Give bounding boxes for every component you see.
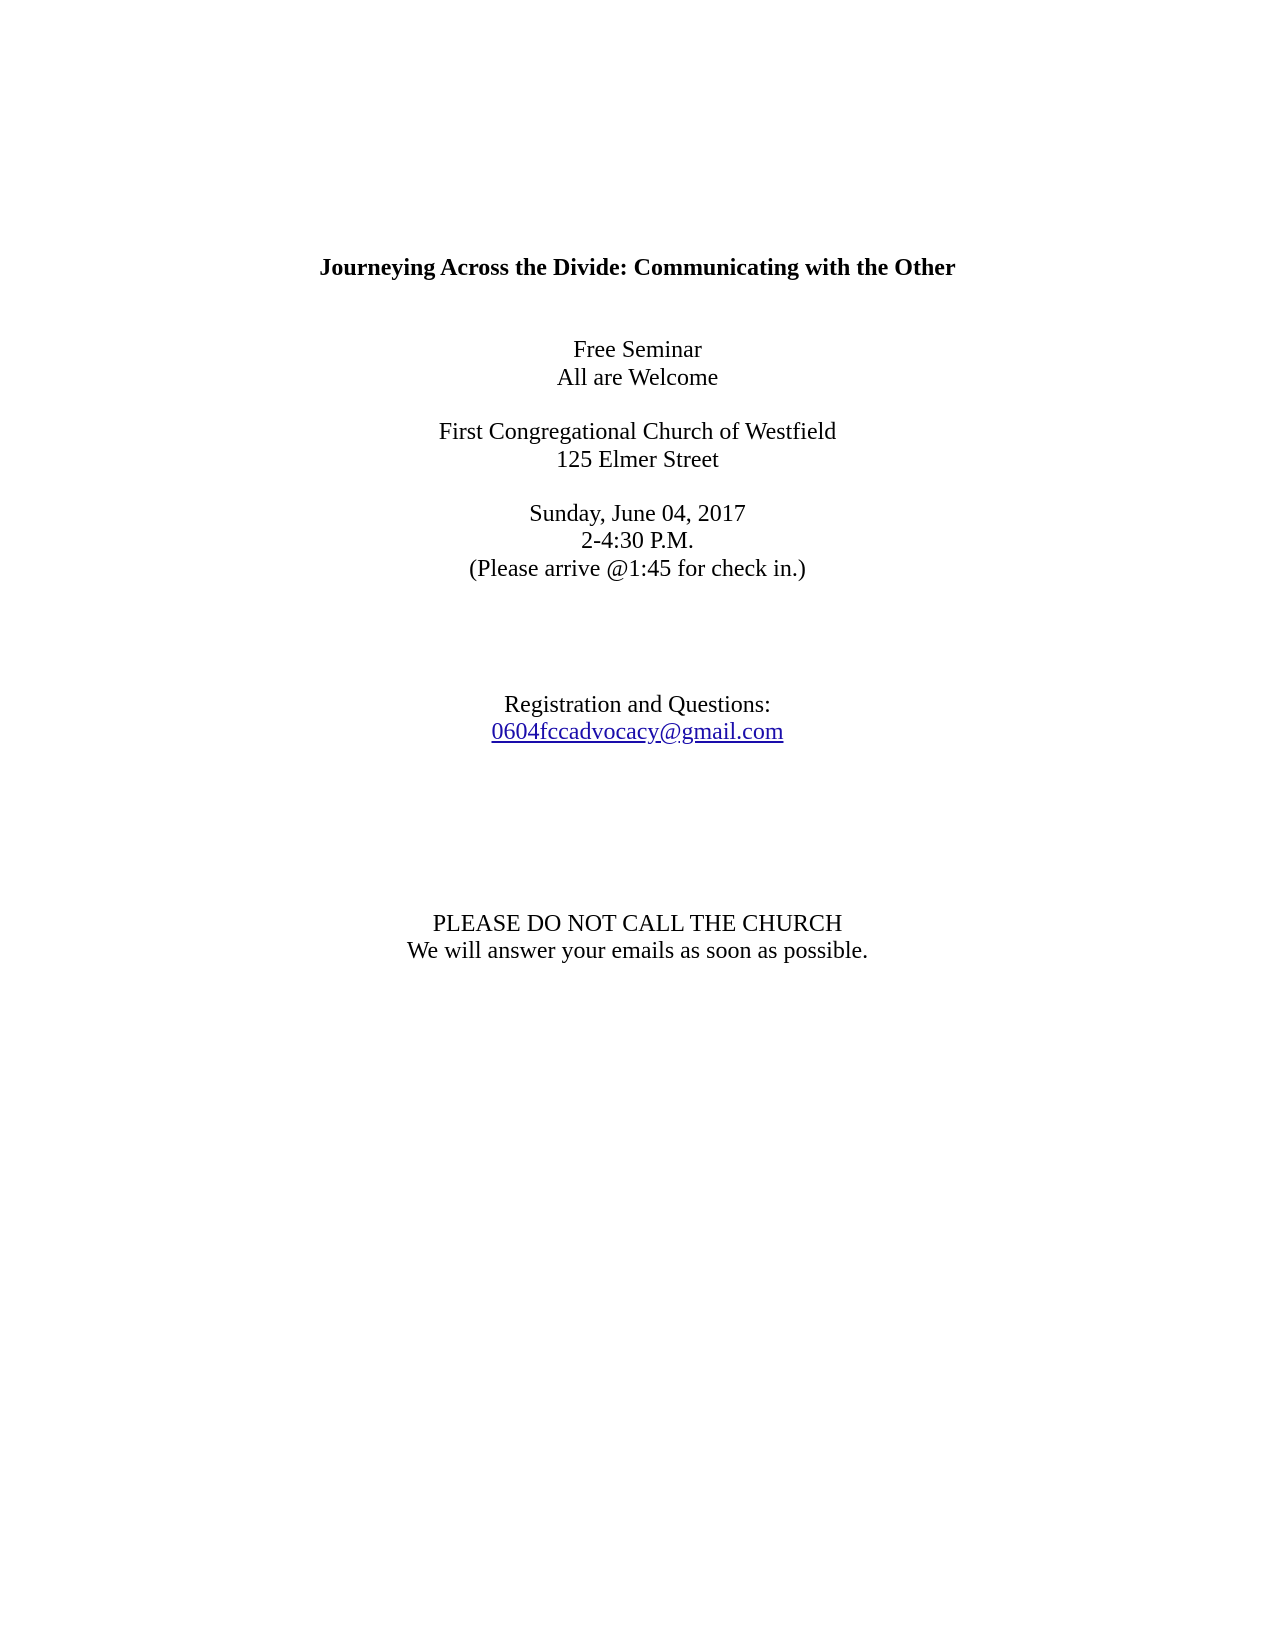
event-time: 2-4:30 P.M.: [581, 528, 694, 554]
check-in-note: (Please arrive @1:45 for check in.): [469, 556, 806, 582]
notice-heading: PLEASE DO NOT CALL THE CHURCH: [432, 911, 843, 937]
event-date: Sunday, June 04, 2017: [529, 501, 746, 527]
intro-line-welcome: All are Welcome: [556, 365, 719, 391]
location-address: 125 Elmer Street: [556, 447, 719, 473]
location-name: First Congregational Church of Westfield: [438, 419, 837, 445]
registration-label: Registration and Questions:: [504, 692, 771, 718]
intro-line-free-seminar: Free Seminar: [573, 337, 702, 363]
registration-email-link[interactable]: 0604fccadvocacy@gmail.com: [491, 719, 784, 745]
document-title: Journeying Across the Divide: Communicating with the Other: [319, 255, 956, 281]
registration-email-row: [0, 718, 1275, 746]
notice-message: We will answer your emails as soon as possible.: [406, 938, 869, 964]
